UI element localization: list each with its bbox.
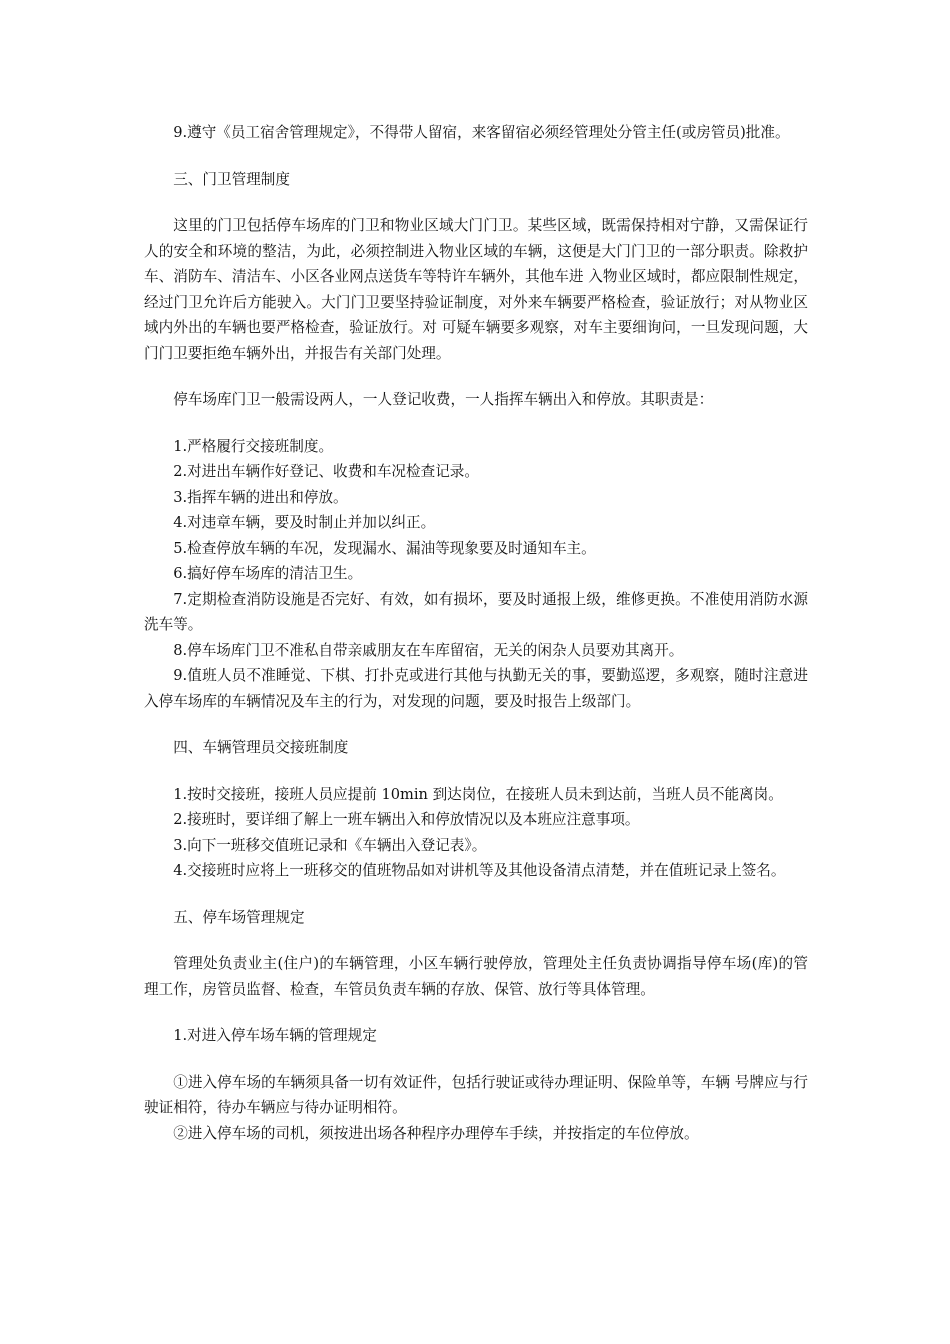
list-item: 9.值班人员不准睡觉、下棋、打扑克或进行其他与执勤无关的事，要勤巡逻，多观察，随时注意进入停车场库的车辆情况及车主的行为，对发现的问题，要及时报告上级部门。 (144, 667, 808, 710)
list-item: 8.停车场库门卫不准私自带亲戚朋友在车库留宿，无关的闲杂人员要劝其离开。 (173, 641, 684, 659)
list-item: 7.定期检查消防设施是否完好、有效，如有损坏，要及时通报上级，维修更换。不准使用消防水源洗车等。 (144, 590, 808, 633)
paragraph-dormitory-rule-9: 9.遵守《员工宿舍管理规定》，不得带人留宿，来客留宿必须经管理处分管主任(或房管员)批准。 (173, 124, 790, 141)
document-page (144, 120, 808, 1146)
list-item: 4.交接班时应将上一班移交的值班物品如对讲机等及其他设备清点清楚，并在值班记录上签名。 (173, 862, 786, 879)
paragraph-gatekeeper-intro: 这里的门卫包括停车场库的门卫和物业区域大门门卫。某些区域，既需保持相对宁静，又需保证行人的安全和环境的整洁，为此，必须控制进入物业区域的车辆，这便是大门门卫的一部分职责。除救护车、消防车、清洁车、小区各业网点送货车等特许车辆外，其他车进 入物业区域时，都应限制性规定，经过门卫允许后方能驶入。大门门卫要坚持验证制度，对外来车辆要严格检查，验证放行；对从物业区域内外出的车辆也要严格检查，验证放行。对 可疑车辆要多观察，对车主要细询问，一旦发现问题，大门门卫要拒绝车辆外出，并报告有关部门处理。 (144, 217, 808, 362)
subheading-vehicle-entry-rules: 1.对进入停车场车辆的管理规定 (173, 1027, 377, 1044)
list-item: 1.严格履行交接班制度。 (173, 437, 334, 455)
list-item: 3.指挥车辆的进出和停放。 (173, 488, 348, 506)
list-item: 2.接班时，要详细了解上一班车辆出入和停放情况以及本班应注意事项。 (173, 811, 640, 828)
paragraph-parking-gatekeeper-duties: 停车场库门卫一般需设两人，一人登记收费，一人指挥车辆出入和停放。其职责是： (173, 391, 714, 408)
section-heading-shift-handover: 四、车辆管理员交接班制度 (173, 739, 349, 756)
list-item: 2.对进出车辆作好登记、收费和车况检查记录。 (173, 463, 479, 480)
section-heading-parking-rules: 五、停车场管理规定 (173, 908, 305, 926)
list-item: ①进入停车场的车辆须具备一切有效证件，包括行驶证或待办理证明、保险单等，车辆 号牌应与行驶证相符，待办车辆应与待办证明相符。 (144, 1073, 808, 1116)
list-item: 5.检查停放车辆的车况，发现漏水、漏油等现象要及时通知车主。 (173, 539, 596, 557)
section-heading-gatekeeper: 三、门卫管理制度 (173, 170, 290, 188)
list-item: 6.搞好停车场库的清洁卫生。 (173, 565, 363, 582)
list-item: 1.按时交接班，接班人员应提前 10min 到达岗位，在接班人员未到达前，当班人员不能离岗。 (173, 785, 783, 803)
list-item: 4.对违章车辆，要及时制止并加以纠正。 (173, 514, 436, 531)
paragraph-parking-management: 管理处负责业主(住户)的车辆管理，小区车辆行驶停放，管理处主任负责协调指导停车场(库)的管理工作，房管员监督、检查，车管员负责车辆的存放、保管、放行等具体管理。 (144, 955, 808, 998)
list-item: ②进入停车场的司机，须按进出场各种程序办理停车手续，并按指定的车位停放。 (173, 1124, 699, 1142)
list-item: 3.向下一班移交值班记录和《车辆出入登记表》。 (173, 836, 487, 854)
